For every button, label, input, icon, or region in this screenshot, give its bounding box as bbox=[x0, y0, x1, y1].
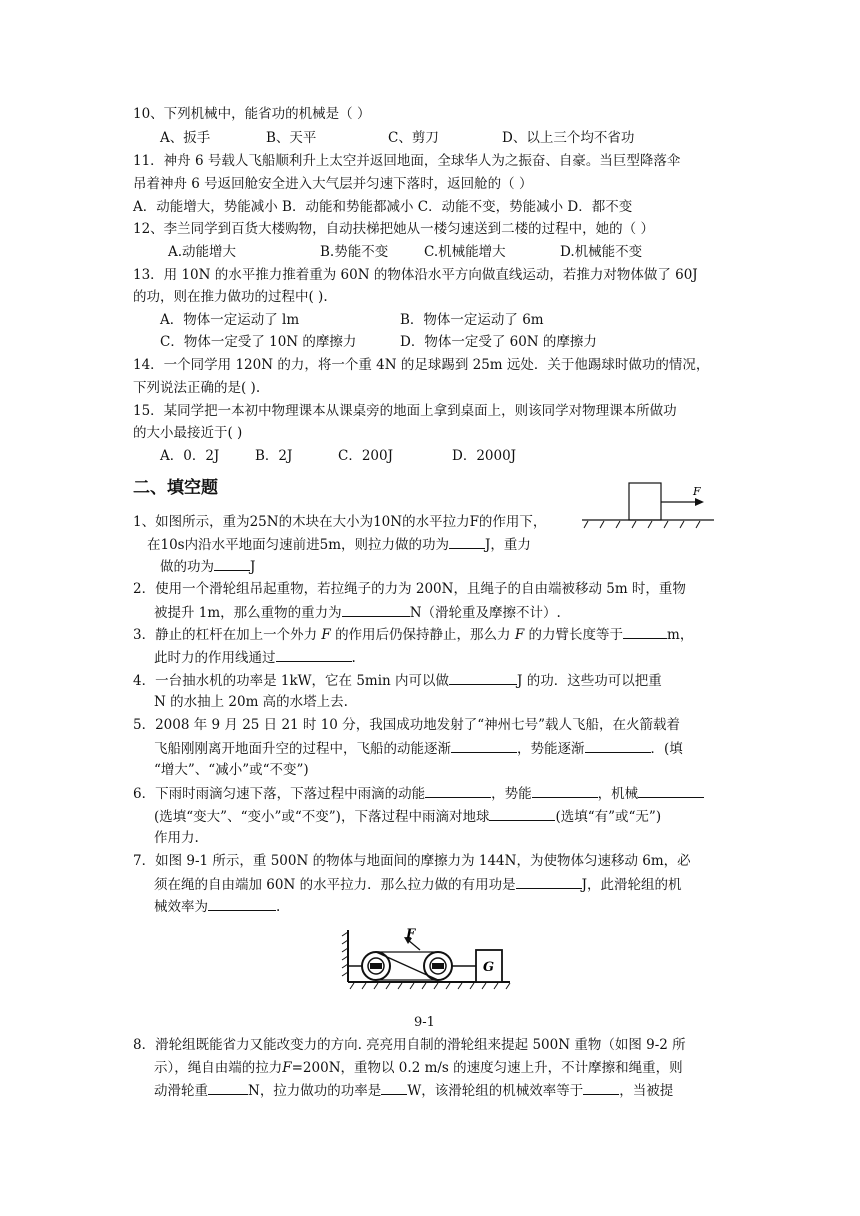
q12-option-b: B.势能不变 bbox=[320, 244, 389, 260]
f5-line1: 5．2008 年 9 月 25 日 21 时 10 分，我国成功地发射了“神州七号”载人飞船，在火箭载着 bbox=[133, 717, 680, 733]
answer-blank[interactable] bbox=[208, 896, 276, 911]
answer-blank[interactable] bbox=[451, 738, 517, 753]
answer-blank[interactable] bbox=[516, 874, 582, 889]
answer-blank[interactable] bbox=[208, 1080, 248, 1095]
block-force-figure bbox=[574, 478, 724, 544]
q10-option-a: A、扳手 bbox=[160, 130, 211, 146]
floor-hatching bbox=[350, 983, 510, 989]
weight-label: G bbox=[483, 960, 495, 975]
pulley-system-figure bbox=[340, 926, 516, 990]
f1-line2: 在10s内沿水平地面匀速前进5m，则拉力做的功为 J，重力 bbox=[147, 534, 531, 555]
answer-blank[interactable] bbox=[342, 602, 410, 617]
answer-blank[interactable] bbox=[449, 534, 485, 549]
answer-blank[interactable] bbox=[532, 783, 598, 798]
answer-blank[interactable] bbox=[449, 670, 517, 685]
figure-9-1-caption: 9-1 bbox=[414, 1015, 435, 1030]
q10-option-c: C、剪刀 bbox=[388, 130, 439, 146]
answer-blank[interactable] bbox=[214, 556, 250, 571]
q15-option-c: C．200J bbox=[338, 448, 394, 464]
f2-line1: 2．使用一个滑轮组吊起重物，若拉绳子的力为 200N，且绳子的自由端被移动 5m 时，重物 bbox=[133, 581, 686, 597]
q15-option-b: B．2J bbox=[255, 448, 293, 464]
f7-line2: 须在绳的自由端加 60N 的水平拉力．那么拉力做的有用功是 J，此滑轮组的机 bbox=[154, 874, 682, 895]
q12-option-a: A.动能增大 bbox=[168, 244, 237, 260]
wooden-block bbox=[629, 483, 661, 520]
q15-line2: 的大小最接近于( ) bbox=[133, 425, 243, 441]
f4-line1: 4．一台抽水机的功率是 1kW，它在 5min 内可以做 J 的功．这些功可以把重 bbox=[133, 670, 662, 691]
f8-line2: 示），绳自由端的拉力F=200N，重物以 0.2 m/s 的速度匀速上升，不计摩擦和绳重，则 bbox=[154, 1060, 683, 1076]
answer-blank[interactable] bbox=[489, 806, 555, 821]
q13-option-c: C．物体一定受了 10N 的摩擦力 bbox=[160, 334, 357, 350]
answer-blank[interactable] bbox=[585, 738, 651, 753]
q10-stem: 10、下列机械中，能省功的机械是（ ） bbox=[133, 106, 371, 122]
answer-blank[interactable] bbox=[276, 647, 352, 662]
force-arrow-head bbox=[695, 498, 704, 506]
pull-force-label: F bbox=[406, 927, 416, 942]
f1-line1: 1、如图所示，重为25N的木块在大小为10N的水平拉力F的作用下， bbox=[133, 514, 547, 530]
answer-blank[interactable] bbox=[638, 783, 704, 798]
answer-blank[interactable] bbox=[381, 1080, 407, 1095]
q15-line1: 15．某同学把一本初中物理课本从课桌旁的地面上拿到桌面上，则该同学对物理课本所做功 bbox=[133, 403, 677, 419]
q14-line1: 14．一个同学用 120N 的力，将一个重 4N 的足球踢到 25m 远处．关于他踢球时做功的情况， bbox=[133, 357, 710, 373]
q10-option-b: B、天平 bbox=[266, 130, 317, 146]
q15-option-d: D．2000J bbox=[452, 448, 517, 464]
section-2-title: 二、填空题 bbox=[133, 478, 218, 498]
force-label: F bbox=[693, 485, 701, 498]
q11-line2: 吊着神舟 6 号返回舱安全进入大气层并匀速下落时，返回舱的（ ） bbox=[133, 176, 533, 192]
f4-line2: N 的水抽上 20m 高的水塔上去. bbox=[154, 694, 348, 710]
answer-blank[interactable] bbox=[623, 624, 667, 639]
f2-line2: 被提升 1m，那么重物的重力为 N（滑轮重及摩擦不计）. bbox=[154, 602, 561, 623]
f3-line1: 3．静止的杠杆在加上一个外力 F 的作用后仍保持静止，那么力 F 的力臂长度等于 m， bbox=[133, 624, 693, 645]
answer-blank[interactable] bbox=[425, 783, 491, 798]
q12-option-c: C.机械能增大 bbox=[424, 244, 506, 260]
q15-option-a: A．0．2J bbox=[160, 448, 220, 464]
f6-line2: (选填“变大”、“变小”或“不变”)，下落过程中雨滴对地球 (选填“有”或“无”) bbox=[154, 806, 661, 827]
f8-line1: 8．滑轮组既能省力又能改变力的方向. 亮亮用自制的滑轮组来提起 500N 重物（如图 9-2 所 bbox=[133, 1037, 686, 1053]
answer-blank[interactable] bbox=[583, 1080, 619, 1095]
f5-line2: 飞船刚刚离开地面升空的过程中，飞船的动能逐渐 ，势能逐渐 ．(填 bbox=[154, 738, 683, 759]
f7-line1: 7．如图 9-1 所示，重 500N 的物体与地面间的摩擦力为 144N，为使物体匀速移动 6m，必 bbox=[133, 853, 691, 869]
q13-option-b: B．物体一定运动了 6m bbox=[400, 312, 544, 328]
q13-line2: 的功，则在推力做功的过程中( ). bbox=[133, 289, 328, 305]
f1-line3: 做的功为 J bbox=[160, 556, 255, 577]
f8-line3: 动滑轮重 N，拉力做功的功率是 W，该滑轮组的机械效率等于 ，当被提 bbox=[154, 1080, 673, 1101]
q13-option-a: A．物体一定运动了 lm bbox=[160, 312, 300, 328]
q10-option-d: D、以上三个均不省功 bbox=[502, 130, 635, 146]
q13-line1: 13．用 10N 的水平推力推着重为 60N 的物体沿水平方向做直线运动，若推力对物体做了 60J bbox=[133, 267, 698, 283]
f7-line3: 械效率为 . bbox=[154, 896, 280, 917]
q13-option-d: D．物体一定受了 60N 的摩擦力 bbox=[400, 334, 597, 350]
f5-line3: “增大”、“减小”或“不变”) bbox=[154, 762, 309, 778]
q11-line3: A．动能增大，势能减小 B．动能和势能都减小 C．动能不变，势能减小 D．都不变 bbox=[133, 199, 633, 215]
q14-line2: 下列说法正确的是( ). bbox=[133, 380, 261, 396]
q12-stem: 12、李兰同学到百货大楼购物，自动扶梯把她从一楼匀速送到二楼的过程中，她的（ ） bbox=[133, 221, 654, 237]
q12-option-d: D.机械能不变 bbox=[560, 244, 643, 260]
f3-line2: 此时力的作用线通过 . bbox=[154, 647, 356, 668]
f6-line1: 6．下雨时雨滴匀速下落，下落过程中雨滴的动能 ，势能 ，机械 bbox=[133, 783, 704, 804]
q11-line1: 11．神舟 6 号载人飞船顺利升上太空并返回地面，全球华人为之振奋、自豪。当巨型降落伞 bbox=[133, 153, 681, 169]
f6-line3: 作用力. bbox=[154, 830, 199, 846]
ground-hatching bbox=[584, 521, 700, 528]
